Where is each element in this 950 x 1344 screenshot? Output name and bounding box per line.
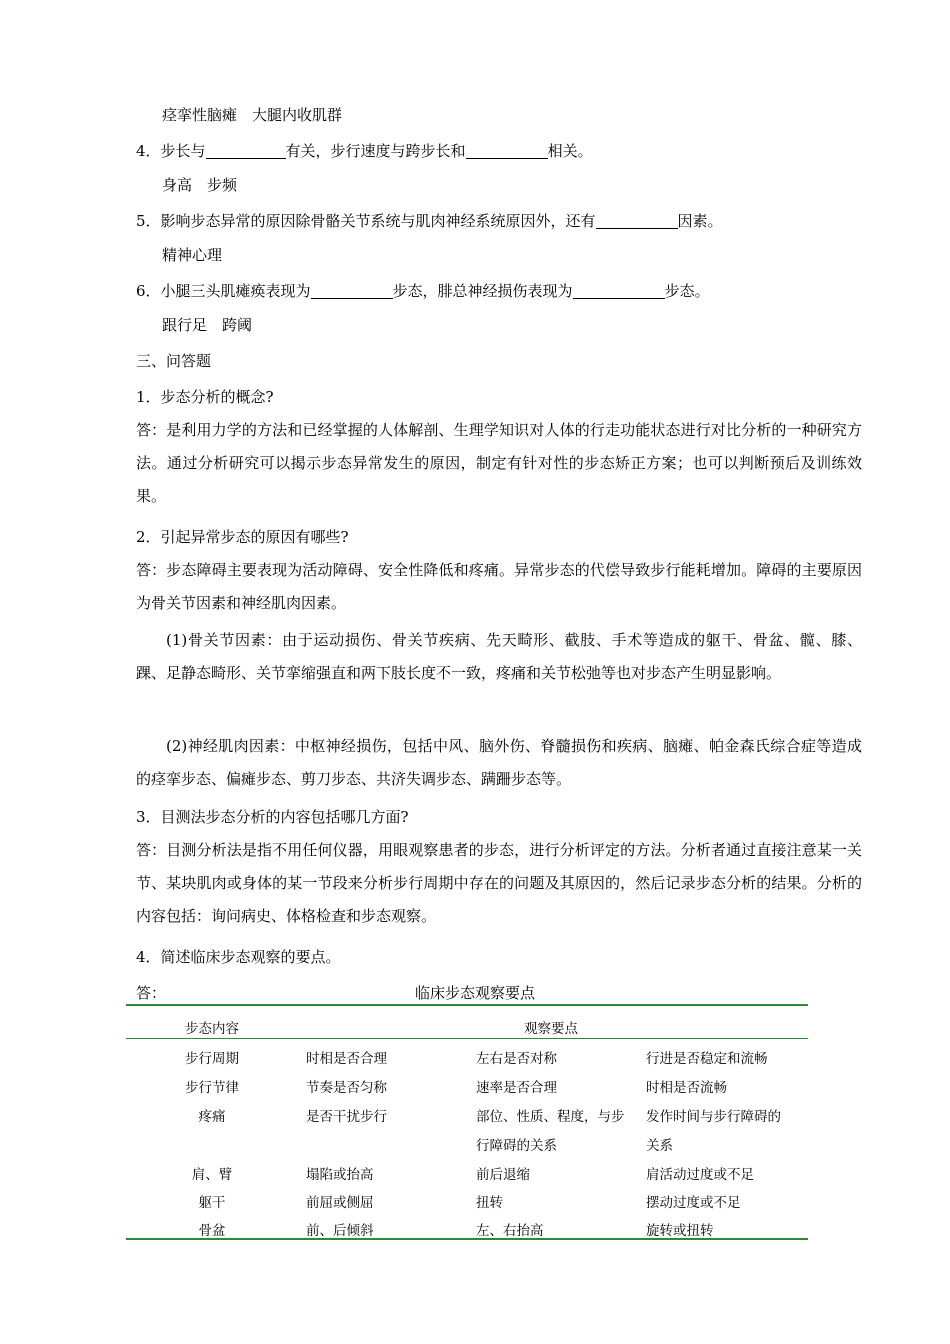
essay-answer-2-point-2: (2)神经肌肉因素：中枢神经损伤，包括中风、脑外伤、脊髓损伤和疾病、脑瘫、帕金森氏综合症等造成的痉挛步态、偏瘫步态、剪刀步态、共济失调步态、蹒跚步态等。 (136, 737, 862, 788)
essay-answer-3: 答：目测分析法是指不用任何仪器，用眼观察患者的步态，进行分析评定的方法。分析者通过直接注意某一关节、某块肌肉或身体的某一节段来分析步行周期中存在的问题及其原因的，然后记录步态分析的结果。分析的内容包括：询问病史、体格检查和步态观察。 (136, 841, 862, 925)
q5-text-b: 因素。 (677, 212, 723, 230)
essay-answer-1: 答：是利用力学的方法和已经掌握的人体解剖、生理学知识对人体的行走功能状态进行对比分析的一种研究方法。通过分析研究可以揭示步态异常发生的原因，制定有针对性的步态矫正方案；也可以判断预后及训练效果。 (136, 421, 862, 505)
table-cell: 摆动过度或不足 (646, 1195, 741, 1211)
section-heading: 三、问答题 (136, 352, 212, 370)
table-cell: 时相是否流畅 (646, 1080, 727, 1096)
q6-text-c: 步态。 (664, 282, 710, 300)
table-header-rule (126, 1038, 808, 1039)
q4-text-c: 相关。 (547, 142, 593, 160)
table-cell: 行进是否稳定和流畅 (646, 1051, 768, 1067)
table-cell: 前屈或侧屈 (306, 1195, 374, 1211)
answer-q5: 精神心理 (162, 246, 223, 264)
blank-field (466, 142, 548, 159)
table-cell: 前、后倾斜 (306, 1223, 374, 1239)
table-cell: 左右是否对称 (476, 1051, 557, 1067)
essay-question-3: 3．目测法步态分析的内容包括哪几方面? (136, 808, 409, 826)
table-cell: 发作时间与步行障碍的 (646, 1109, 781, 1125)
answer-label: 答： (136, 984, 167, 1002)
question-6 (136, 280, 710, 301)
essay-question-1: 1．步态分析的概念? (136, 388, 274, 406)
essay-answer-2: 答：步态障碍主要表现为活动障碍、安全性降低和疼痛。异常步态的代偿导致步行能耗增加。障碍的主要原因为骨关节因素和神经肌肉因素。 (136, 561, 862, 612)
question-5 (136, 210, 723, 231)
table-cell: 骨盆 (198, 1223, 226, 1239)
table-cell: 塌陷或抬高 (306, 1167, 374, 1183)
table-cell: 节奏是否匀称 (306, 1080, 387, 1096)
essay-question-2: 2．引起异常步态的原因有哪些? (136, 528, 349, 546)
table-cell: 肩活动过度或不足 (646, 1167, 754, 1183)
blank-field (311, 282, 393, 299)
table-cell: 部位、性质、程度，与步 (476, 1109, 625, 1125)
answer-q3: 痉挛性脑瘫 大腿内收肌群 (162, 106, 343, 124)
table-cell: 疼痛 (198, 1109, 226, 1125)
table-top-rule (126, 1004, 808, 1006)
blank-field (206, 142, 286, 159)
answer-q6: 跟行足 跨阈 (162, 316, 253, 334)
table-cell: 步行周期 (185, 1051, 239, 1067)
table-cell: 关系 (646, 1138, 673, 1154)
table-cell: 左、右抬高 (476, 1223, 544, 1239)
table-cell: 前后退缩 (476, 1167, 530, 1183)
question-4 (136, 140, 593, 161)
q4-text-a: 4．步长与 (136, 142, 206, 160)
essay-question-4: 4．简述临床步态观察的要点。 (136, 948, 341, 966)
table-header-points: 观察要点 (524, 1021, 578, 1037)
table-cell: 躯干 (198, 1195, 226, 1211)
blank-field (573, 282, 665, 299)
table-cell: 速率是否合理 (476, 1080, 557, 1096)
table-cell: 步行节律 (185, 1080, 239, 1096)
table-title: 临床步态观察要点 (414, 984, 535, 1002)
q5-text-a: 5．影响步态异常的原因除骨骼关节系统与肌肉神经系统原因外，还有 (136, 212, 596, 230)
table-cell: 时相是否合理 (306, 1051, 387, 1067)
table-header-content: 步态内容 (185, 1021, 239, 1037)
table-cell: 旋转或扭转 (646, 1223, 714, 1239)
q6-text-b: 步态，腓总神经损伤表现为 (392, 282, 573, 300)
q6-text-a: 6．小腿三头肌瘫痪表现为 (136, 282, 311, 300)
blank-field (596, 212, 678, 229)
table-cell: 肩、臂 (191, 1167, 233, 1183)
essay-answer-2-point-1: (1)骨关节因素：由于运动损伤、骨关节疾病、先天畸形、截肢、手术等造成的躯干、骨盆、髋、膝、踝、足静态畸形、关节挛缩强直和两下肢长度不一致，疼痛和关节松弛等也对步态产生明显影响。 (136, 631, 862, 682)
q4-text-b: 有关，步行速度与跨步长和 (285, 142, 466, 160)
table-cell: 行障碍的关系 (476, 1138, 557, 1154)
table-cell: 是否干扰步行 (306, 1109, 387, 1125)
table-cell: 扭转 (476, 1195, 503, 1211)
answer-q4: 身高 步频 (162, 176, 238, 194)
